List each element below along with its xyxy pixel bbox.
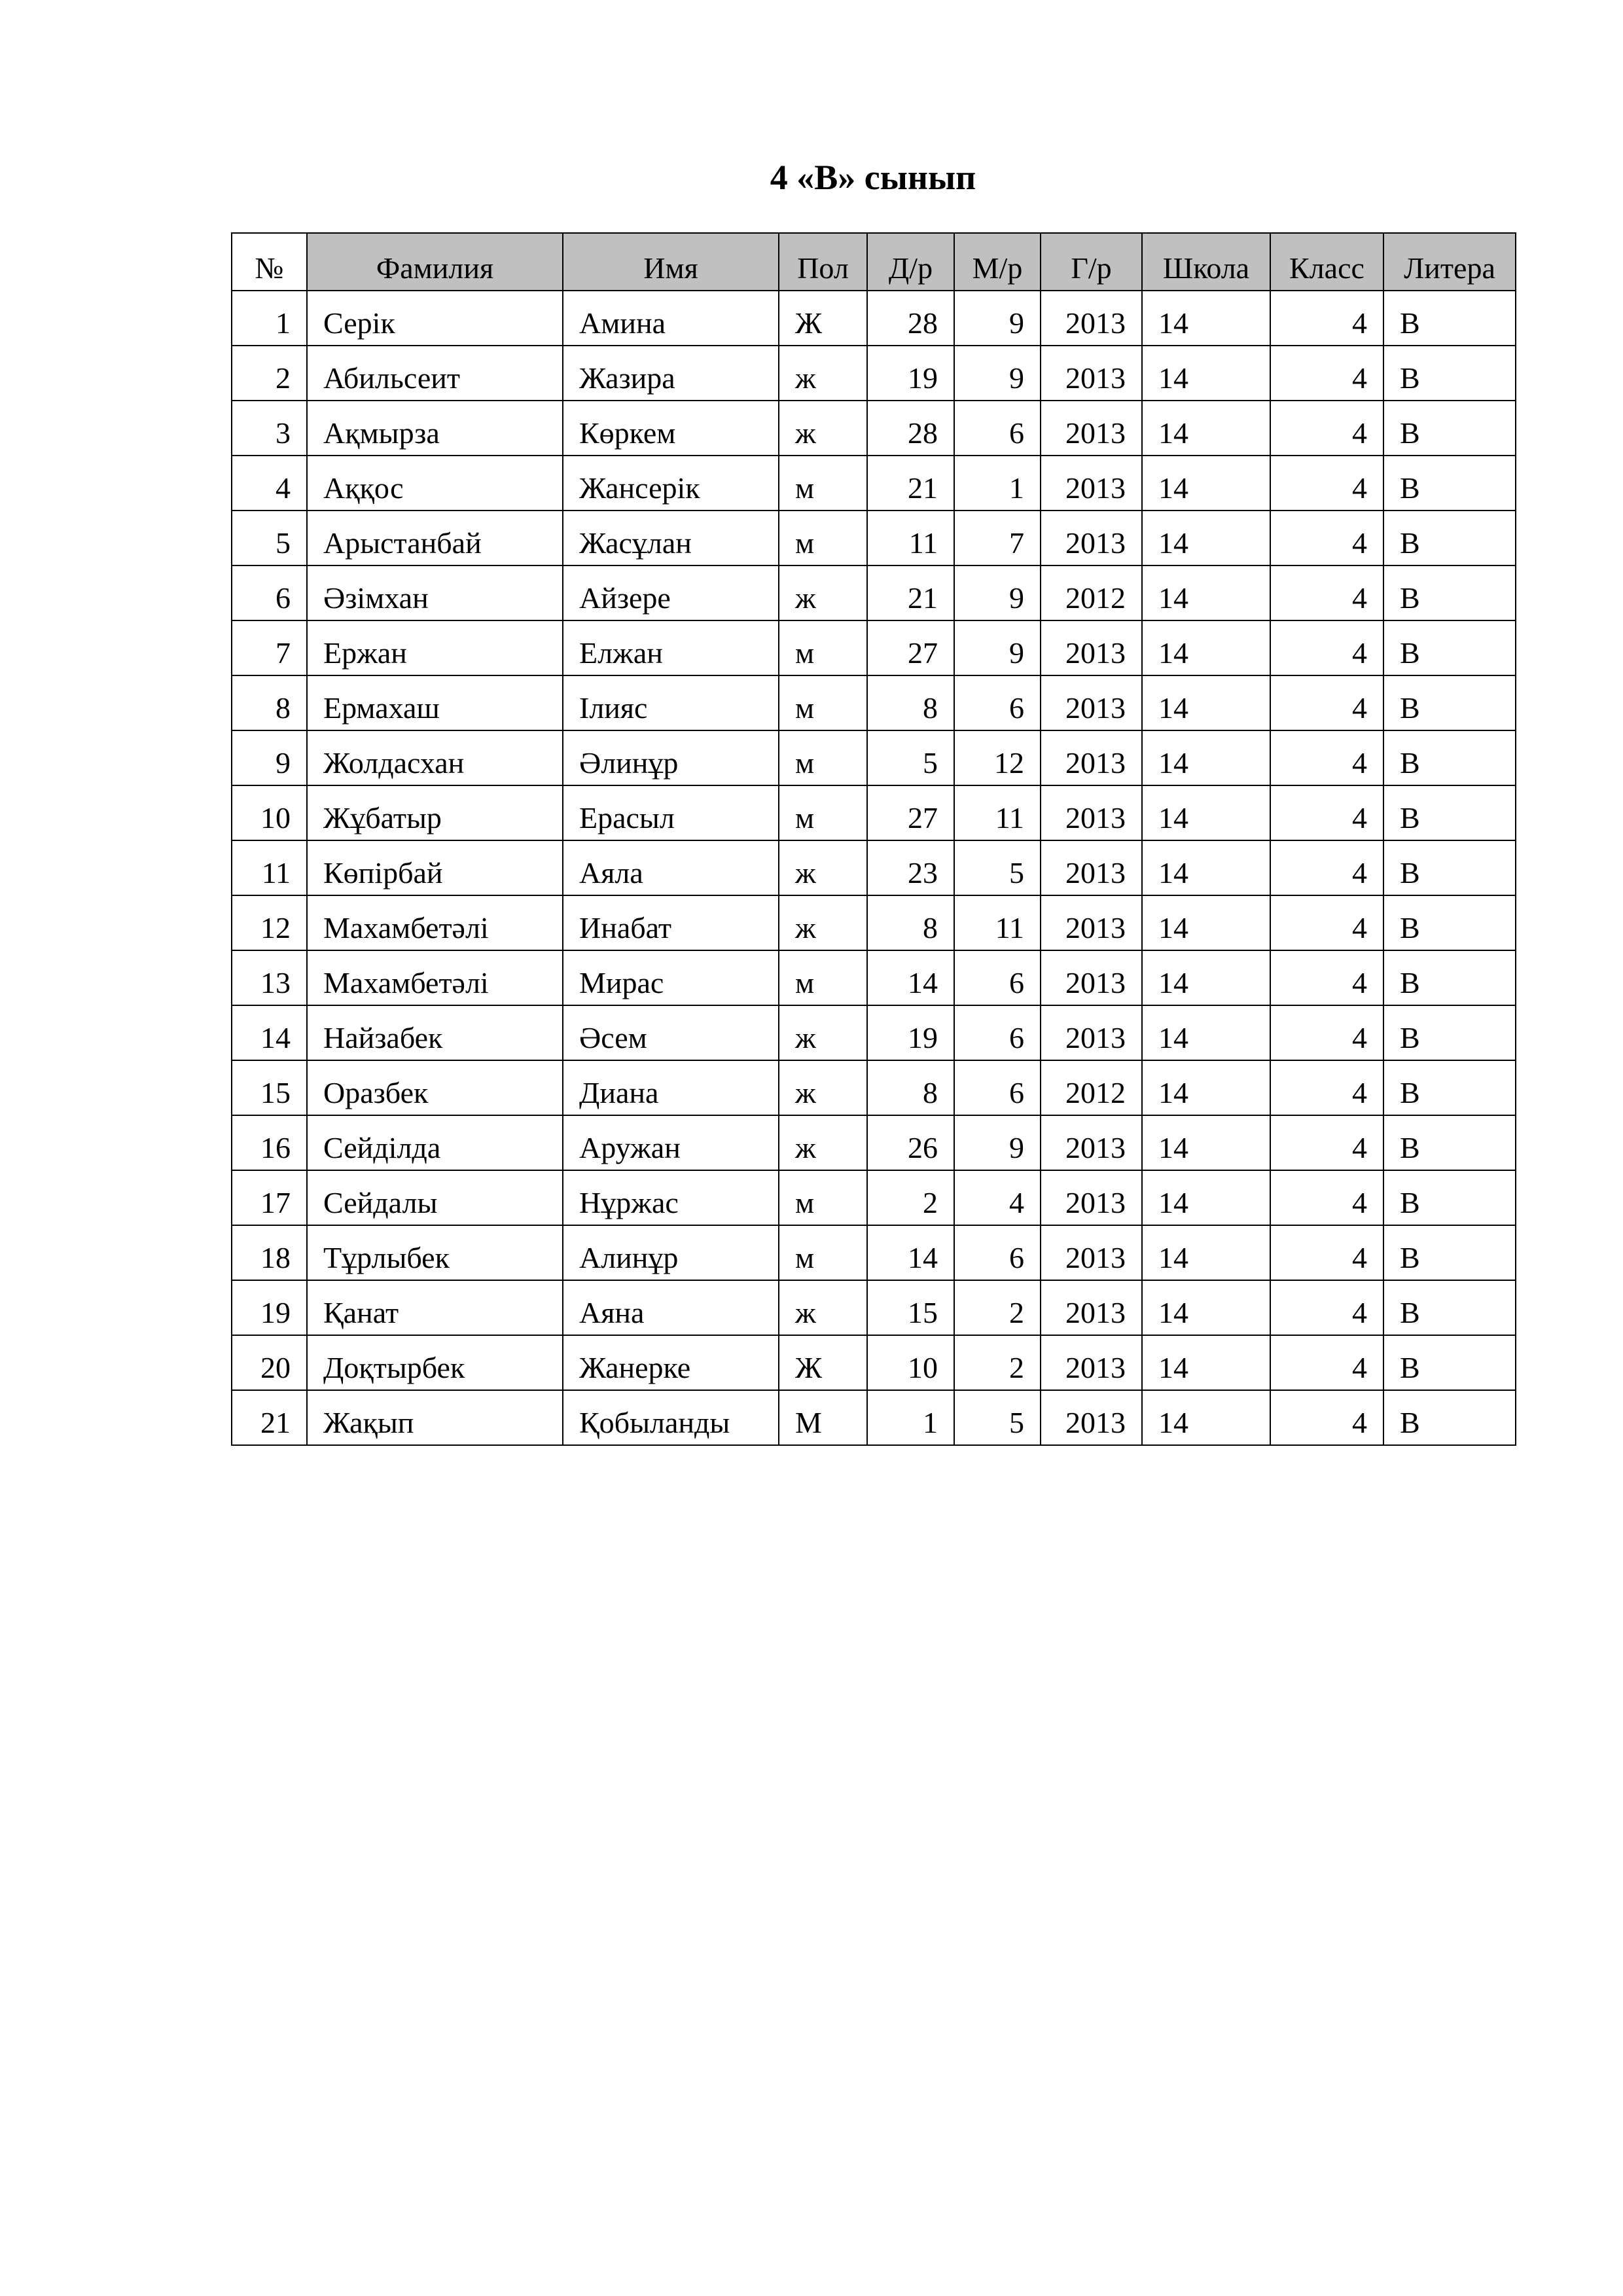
cell-grade: 4 bbox=[1270, 730, 1383, 785]
cell-grade: 4 bbox=[1270, 511, 1383, 565]
cell-birth-year: 2013 bbox=[1041, 511, 1142, 565]
cell-school: 14 bbox=[1142, 950, 1270, 1005]
cell-birth-day: 26 bbox=[867, 1115, 954, 1170]
cell-birth-year: 2013 bbox=[1041, 1390, 1142, 1445]
cell-birth-month: 6 bbox=[954, 401, 1041, 456]
table-row bbox=[232, 291, 1516, 346]
cell-gender: ж bbox=[779, 840, 867, 895]
cell-letter: В bbox=[1383, 675, 1516, 730]
cell-birth-month: 9 bbox=[954, 1115, 1041, 1170]
column-header-birth-month: М/р bbox=[954, 233, 1041, 291]
column-header-first-name: Имя bbox=[563, 233, 779, 291]
cell-school: 14 bbox=[1142, 1060, 1270, 1115]
cell-birth-year: 2013 bbox=[1041, 1280, 1142, 1335]
table-row bbox=[232, 1115, 1516, 1170]
cell-gender: м bbox=[779, 1170, 867, 1225]
cell-number: 11 bbox=[232, 840, 307, 895]
cell-surname: Ермахаш bbox=[307, 675, 563, 730]
cell-school: 14 bbox=[1142, 840, 1270, 895]
cell-letter: В bbox=[1383, 785, 1516, 840]
cell-number: 15 bbox=[232, 1060, 307, 1115]
cell-grade: 4 bbox=[1270, 1005, 1383, 1060]
cell-letter: В bbox=[1383, 1005, 1516, 1060]
cell-letter: В bbox=[1383, 895, 1516, 950]
cell-gender: м bbox=[779, 785, 867, 840]
page-title: 4 «В» сынып bbox=[770, 158, 976, 197]
cell-surname: Абильсеит bbox=[307, 346, 563, 401]
cell-birth-day: 21 bbox=[867, 565, 954, 620]
cell-birth-year: 2013 bbox=[1041, 730, 1142, 785]
cell-grade: 4 bbox=[1270, 1335, 1383, 1390]
cell-birth-year: 2012 bbox=[1041, 1060, 1142, 1115]
cell-first-name: Жасұлан bbox=[563, 511, 779, 565]
cell-number: 4 bbox=[232, 456, 307, 511]
cell-birth-day: 19 bbox=[867, 346, 954, 401]
cell-gender: м bbox=[779, 456, 867, 511]
table-row bbox=[232, 840, 1516, 895]
cell-first-name: Жансерік bbox=[563, 456, 779, 511]
cell-school: 14 bbox=[1142, 1390, 1270, 1445]
cell-number: 19 bbox=[232, 1280, 307, 1335]
cell-birth-month: 7 bbox=[954, 511, 1041, 565]
cell-school: 14 bbox=[1142, 291, 1270, 346]
cell-grade: 4 bbox=[1270, 291, 1383, 346]
cell-birth-day: 28 bbox=[867, 401, 954, 456]
column-header-school: Школа bbox=[1142, 233, 1270, 291]
cell-birth-day: 21 bbox=[867, 456, 954, 511]
cell-school: 14 bbox=[1142, 1335, 1270, 1390]
cell-gender: м bbox=[779, 950, 867, 1005]
cell-surname: Доқтырбек bbox=[307, 1335, 563, 1390]
column-header-birth-day: Д/р bbox=[867, 233, 954, 291]
column-header-birth-year: Г/р bbox=[1041, 233, 1142, 291]
cell-surname: Сейдалы bbox=[307, 1170, 563, 1225]
cell-first-name: Әлинұр bbox=[563, 730, 779, 785]
cell-school: 14 bbox=[1142, 675, 1270, 730]
cell-first-name: Жанерке bbox=[563, 1335, 779, 1390]
cell-number: 2 bbox=[232, 346, 307, 401]
cell-surname: Оразбек bbox=[307, 1060, 563, 1115]
table-row bbox=[232, 895, 1516, 950]
cell-birth-month: 6 bbox=[954, 1225, 1041, 1280]
cell-grade: 4 bbox=[1270, 565, 1383, 620]
cell-grade: 4 bbox=[1270, 1170, 1383, 1225]
cell-gender: м bbox=[779, 511, 867, 565]
cell-birth-day: 1 bbox=[867, 1390, 954, 1445]
cell-birth-month: 2 bbox=[954, 1280, 1041, 1335]
cell-surname: Қанат bbox=[307, 1280, 563, 1335]
cell-birth-year: 2013 bbox=[1041, 456, 1142, 511]
cell-gender: М bbox=[779, 1390, 867, 1445]
student-table bbox=[231, 232, 1516, 1446]
cell-surname: Ержан bbox=[307, 620, 563, 675]
cell-birth-day: 19 bbox=[867, 1005, 954, 1060]
cell-surname: Махамбетәлі bbox=[307, 950, 563, 1005]
cell-surname: Аққос bbox=[307, 456, 563, 511]
cell-grade: 4 bbox=[1270, 840, 1383, 895]
cell-letter: В bbox=[1383, 1060, 1516, 1115]
cell-grade: 4 bbox=[1270, 1060, 1383, 1115]
cell-number: 20 bbox=[232, 1335, 307, 1390]
cell-surname: Сейділда bbox=[307, 1115, 563, 1170]
cell-birth-year: 2013 bbox=[1041, 1005, 1142, 1060]
cell-gender: ж bbox=[779, 401, 867, 456]
table-row bbox=[232, 1225, 1516, 1280]
table-header-row bbox=[232, 233, 1516, 291]
cell-surname: Көпірбай bbox=[307, 840, 563, 895]
table-row bbox=[232, 565, 1516, 620]
cell-first-name: Инабат bbox=[563, 895, 779, 950]
cell-school: 14 bbox=[1142, 511, 1270, 565]
column-header-letter: Литера bbox=[1383, 233, 1516, 291]
cell-number: 9 bbox=[232, 730, 307, 785]
cell-birth-year: 2013 bbox=[1041, 785, 1142, 840]
cell-number: 10 bbox=[232, 785, 307, 840]
table-row bbox=[232, 456, 1516, 511]
cell-grade: 4 bbox=[1270, 950, 1383, 1005]
cell-gender: ж bbox=[779, 895, 867, 950]
table-row bbox=[232, 950, 1516, 1005]
cell-birth-month: 5 bbox=[954, 1390, 1041, 1445]
cell-letter: В bbox=[1383, 1335, 1516, 1390]
cell-school: 14 bbox=[1142, 620, 1270, 675]
cell-school: 14 bbox=[1142, 565, 1270, 620]
table-row bbox=[232, 1390, 1516, 1445]
cell-birth-year: 2012 bbox=[1041, 565, 1142, 620]
cell-birth-day: 14 bbox=[867, 1225, 954, 1280]
cell-surname: Ақмырза bbox=[307, 401, 563, 456]
cell-birth-month: 11 bbox=[954, 895, 1041, 950]
cell-first-name: Әсем bbox=[563, 1005, 779, 1060]
cell-birth-year: 2013 bbox=[1041, 895, 1142, 950]
cell-letter: В bbox=[1383, 1115, 1516, 1170]
cell-school: 14 bbox=[1142, 785, 1270, 840]
cell-letter: В bbox=[1383, 291, 1516, 346]
cell-school: 14 bbox=[1142, 730, 1270, 785]
cell-birth-year: 2013 bbox=[1041, 840, 1142, 895]
cell-gender: ж bbox=[779, 1060, 867, 1115]
cell-birth-day: 2 bbox=[867, 1170, 954, 1225]
table-row bbox=[232, 401, 1516, 456]
cell-birth-day: 8 bbox=[867, 895, 954, 950]
cell-birth-year: 2013 bbox=[1041, 1115, 1142, 1170]
cell-birth-month: 4 bbox=[954, 1170, 1041, 1225]
table-row bbox=[232, 620, 1516, 675]
cell-school: 14 bbox=[1142, 401, 1270, 456]
cell-number: 16 bbox=[232, 1115, 307, 1170]
cell-letter: В bbox=[1383, 565, 1516, 620]
cell-gender: ж bbox=[779, 1115, 867, 1170]
cell-letter: В bbox=[1383, 620, 1516, 675]
cell-grade: 4 bbox=[1270, 895, 1383, 950]
table-row bbox=[232, 511, 1516, 565]
cell-surname: Әзімхан bbox=[307, 565, 563, 620]
cell-gender: м bbox=[779, 675, 867, 730]
column-header-number: № bbox=[232, 233, 307, 291]
cell-letter: В bbox=[1383, 346, 1516, 401]
cell-number: 3 bbox=[232, 401, 307, 456]
cell-gender: ж bbox=[779, 346, 867, 401]
cell-grade: 4 bbox=[1270, 456, 1383, 511]
cell-school: 14 bbox=[1142, 1170, 1270, 1225]
cell-gender: м bbox=[779, 1225, 867, 1280]
cell-first-name: Қобыланды bbox=[563, 1390, 779, 1445]
cell-grade: 4 bbox=[1270, 346, 1383, 401]
cell-birth-month: 9 bbox=[954, 565, 1041, 620]
cell-school: 14 bbox=[1142, 1225, 1270, 1280]
cell-surname: Арыстанбай bbox=[307, 511, 563, 565]
cell-gender: ж bbox=[779, 1280, 867, 1335]
cell-number: 13 bbox=[232, 950, 307, 1005]
cell-birth-day: 15 bbox=[867, 1280, 954, 1335]
table-row bbox=[232, 1170, 1516, 1225]
cell-birth-month: 9 bbox=[954, 346, 1041, 401]
cell-first-name: Жазира bbox=[563, 346, 779, 401]
column-header-grade: Класс bbox=[1270, 233, 1383, 291]
cell-gender: ж bbox=[779, 565, 867, 620]
table-row bbox=[232, 1005, 1516, 1060]
cell-letter: В bbox=[1383, 840, 1516, 895]
cell-school: 14 bbox=[1142, 1005, 1270, 1060]
cell-first-name: Елжан bbox=[563, 620, 779, 675]
cell-birth-day: 8 bbox=[867, 1060, 954, 1115]
cell-birth-year: 2013 bbox=[1041, 675, 1142, 730]
cell-first-name: Айзере bbox=[563, 565, 779, 620]
cell-letter: В bbox=[1383, 1390, 1516, 1445]
cell-birth-month: 5 bbox=[954, 840, 1041, 895]
cell-grade: 4 bbox=[1270, 1280, 1383, 1335]
cell-number: 8 bbox=[232, 675, 307, 730]
table-row bbox=[232, 730, 1516, 785]
cell-birth-year: 2013 bbox=[1041, 346, 1142, 401]
cell-letter: В bbox=[1383, 456, 1516, 511]
cell-letter: В bbox=[1383, 511, 1516, 565]
cell-birth-year: 2013 bbox=[1041, 1335, 1142, 1390]
cell-number: 14 bbox=[232, 1005, 307, 1060]
cell-gender: м bbox=[779, 730, 867, 785]
cell-school: 14 bbox=[1142, 1280, 1270, 1335]
cell-birth-day: 27 bbox=[867, 785, 954, 840]
cell-birth-day: 11 bbox=[867, 511, 954, 565]
cell-gender: ж bbox=[779, 1005, 867, 1060]
cell-first-name: Ерасыл bbox=[563, 785, 779, 840]
cell-number: 12 bbox=[232, 895, 307, 950]
cell-letter: В bbox=[1383, 1170, 1516, 1225]
cell-surname: Махамбетәлі bbox=[307, 895, 563, 950]
cell-school: 14 bbox=[1142, 456, 1270, 511]
cell-number: 17 bbox=[232, 1170, 307, 1225]
cell-school: 14 bbox=[1142, 346, 1270, 401]
cell-grade: 4 bbox=[1270, 401, 1383, 456]
cell-grade: 4 bbox=[1270, 1225, 1383, 1280]
cell-number: 6 bbox=[232, 565, 307, 620]
cell-birth-month: 1 bbox=[954, 456, 1041, 511]
cell-birth-year: 2013 bbox=[1041, 1170, 1142, 1225]
cell-birth-month: 2 bbox=[954, 1335, 1041, 1390]
cell-number: 5 bbox=[232, 511, 307, 565]
cell-first-name: Диана bbox=[563, 1060, 779, 1115]
cell-first-name: Аяна bbox=[563, 1280, 779, 1335]
cell-letter: В bbox=[1383, 1280, 1516, 1335]
cell-birth-month: 12 bbox=[954, 730, 1041, 785]
cell-birth-day: 28 bbox=[867, 291, 954, 346]
cell-number: 7 bbox=[232, 620, 307, 675]
cell-grade: 4 bbox=[1270, 1390, 1383, 1445]
column-header-surname: Фамилия bbox=[307, 233, 563, 291]
cell-birth-month: 9 bbox=[954, 620, 1041, 675]
cell-birth-day: 5 bbox=[867, 730, 954, 785]
cell-birth-month: 6 bbox=[954, 950, 1041, 1005]
cell-grade: 4 bbox=[1270, 675, 1383, 730]
cell-birth-day: 8 bbox=[867, 675, 954, 730]
cell-surname: Жолдасхан bbox=[307, 730, 563, 785]
table-row bbox=[232, 1280, 1516, 1335]
cell-birth-month: 9 bbox=[954, 291, 1041, 346]
cell-letter: В bbox=[1383, 401, 1516, 456]
cell-first-name: Амина bbox=[563, 291, 779, 346]
cell-number: 1 bbox=[232, 291, 307, 346]
cell-school: 14 bbox=[1142, 1115, 1270, 1170]
cell-surname: Жақып bbox=[307, 1390, 563, 1445]
cell-birth-day: 23 bbox=[867, 840, 954, 895]
cell-birth-day: 10 bbox=[867, 1335, 954, 1390]
cell-birth-month: 6 bbox=[954, 675, 1041, 730]
cell-birth-day: 14 bbox=[867, 950, 954, 1005]
cell-birth-month: 6 bbox=[954, 1060, 1041, 1115]
cell-gender: Ж bbox=[779, 1335, 867, 1390]
cell-letter: В bbox=[1383, 730, 1516, 785]
cell-first-name: Аяла bbox=[563, 840, 779, 895]
table-row bbox=[232, 675, 1516, 730]
cell-surname: Серік bbox=[307, 291, 563, 346]
cell-birth-day: 27 bbox=[867, 620, 954, 675]
column-header-gender: Пол bbox=[779, 233, 867, 291]
cell-grade: 4 bbox=[1270, 1115, 1383, 1170]
cell-birth-month: 11 bbox=[954, 785, 1041, 840]
table-row bbox=[232, 1060, 1516, 1115]
cell-birth-year: 2013 bbox=[1041, 1225, 1142, 1280]
cell-surname: Жұбатыр bbox=[307, 785, 563, 840]
cell-number: 21 bbox=[232, 1390, 307, 1445]
cell-first-name: Мирас bbox=[563, 950, 779, 1005]
cell-grade: 4 bbox=[1270, 785, 1383, 840]
cell-first-name: Көркем bbox=[563, 401, 779, 456]
cell-birth-month: 6 bbox=[954, 1005, 1041, 1060]
cell-first-name: Нұржас bbox=[563, 1170, 779, 1225]
cell-letter: В bbox=[1383, 950, 1516, 1005]
table-row bbox=[232, 346, 1516, 401]
cell-letter: В bbox=[1383, 1225, 1516, 1280]
cell-grade: 4 bbox=[1270, 620, 1383, 675]
cell-surname: Найзабек bbox=[307, 1005, 563, 1060]
cell-gender: Ж bbox=[779, 291, 867, 346]
cell-surname: Тұрлыбек bbox=[307, 1225, 563, 1280]
cell-first-name: Ілияс bbox=[563, 675, 779, 730]
cell-birth-year: 2013 bbox=[1041, 620, 1142, 675]
table-body bbox=[232, 291, 1516, 1445]
table-row bbox=[232, 1335, 1516, 1390]
cell-gender: м bbox=[779, 620, 867, 675]
cell-school: 14 bbox=[1142, 895, 1270, 950]
table-row bbox=[232, 785, 1516, 840]
cell-first-name: Аружан bbox=[563, 1115, 779, 1170]
cell-birth-year: 2013 bbox=[1041, 401, 1142, 456]
cell-birth-year: 2013 bbox=[1041, 291, 1142, 346]
cell-number: 18 bbox=[232, 1225, 307, 1280]
cell-first-name: Алинұр bbox=[563, 1225, 779, 1280]
cell-birth-year: 2013 bbox=[1041, 950, 1142, 1005]
